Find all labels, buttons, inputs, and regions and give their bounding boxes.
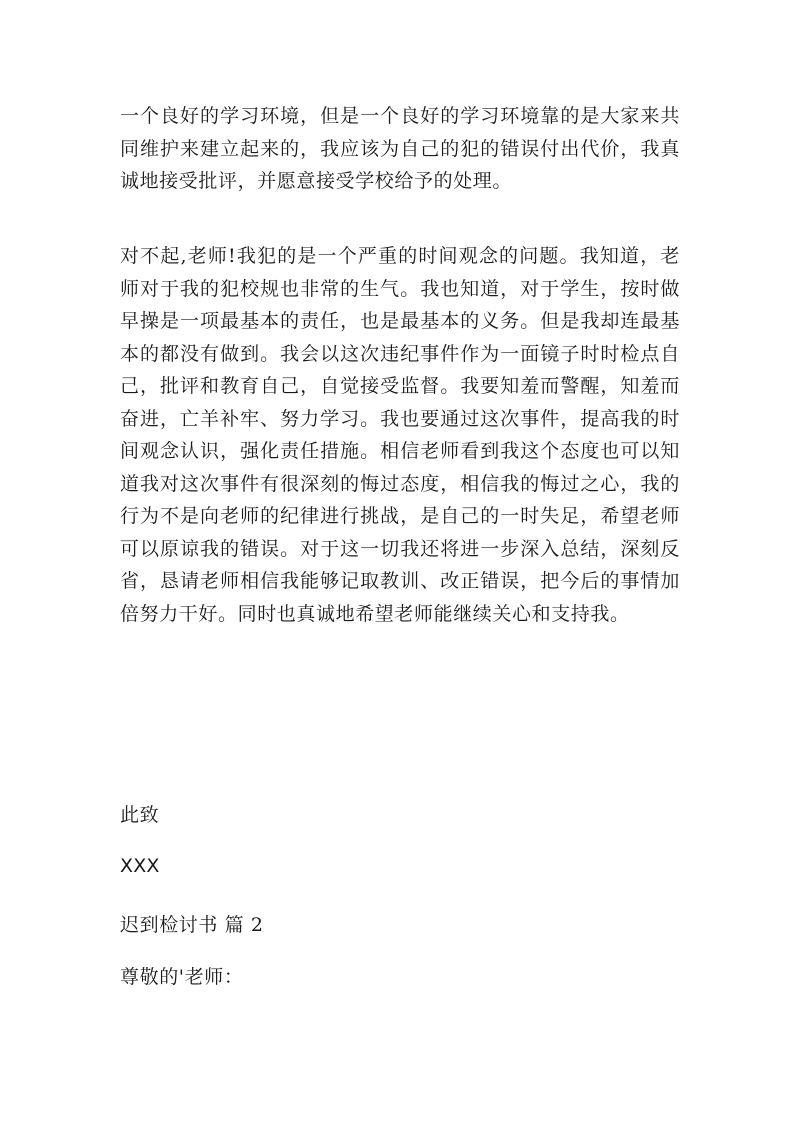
paragraph-1: 一个良好的学习环境，但是一个良好的学习环境靠的是大家来共同维护来建立起来的，我应该为自己的犯的错误付出代价，我真诚地接受批评，并愿意接受学校给予的处理。 (120, 105, 680, 192)
section-heading: 迟到检讨书 篇 2 (120, 914, 264, 936)
salutation-line: 尊敬的'老师： (120, 966, 244, 988)
paragraph-2: 对不起,老师!我犯的是一个严重的时间观念的问题。我知道，老师对于我的犯校规也非常的生气。我也知道，对于学生，按时做早操是一项最基本的责任，也是最基本的义务。但是我却连最基本的都没有做到。我会以这次违纪事件作为一面镜子时时检点自己，批评和教育自己，自觉接受监督。我要知羞而警醒，知羞而奋进，亡羊补牢、努力学习。我也要通过这次事件，提高我的时间观念认识，强化责任措施。相信老师看到我这个态度也可以知道我对这次事件有很深刻的悔过态度，相信我的悔过之心，我的行为不是向老师的纪律进行挑战，是自己的一时失足，希望老师可以原谅我的错误。对于这一切我还将进一步深入总结，深刻反省，恳请老师相信我能够记取教训、改正错误，把今后的事情加倍努力干好。同时也真诚地希望老师能继续关心和支持我。 (120, 245, 680, 625)
closing-line: 此致 (120, 804, 160, 826)
signer-name: XXX (120, 855, 160, 877)
